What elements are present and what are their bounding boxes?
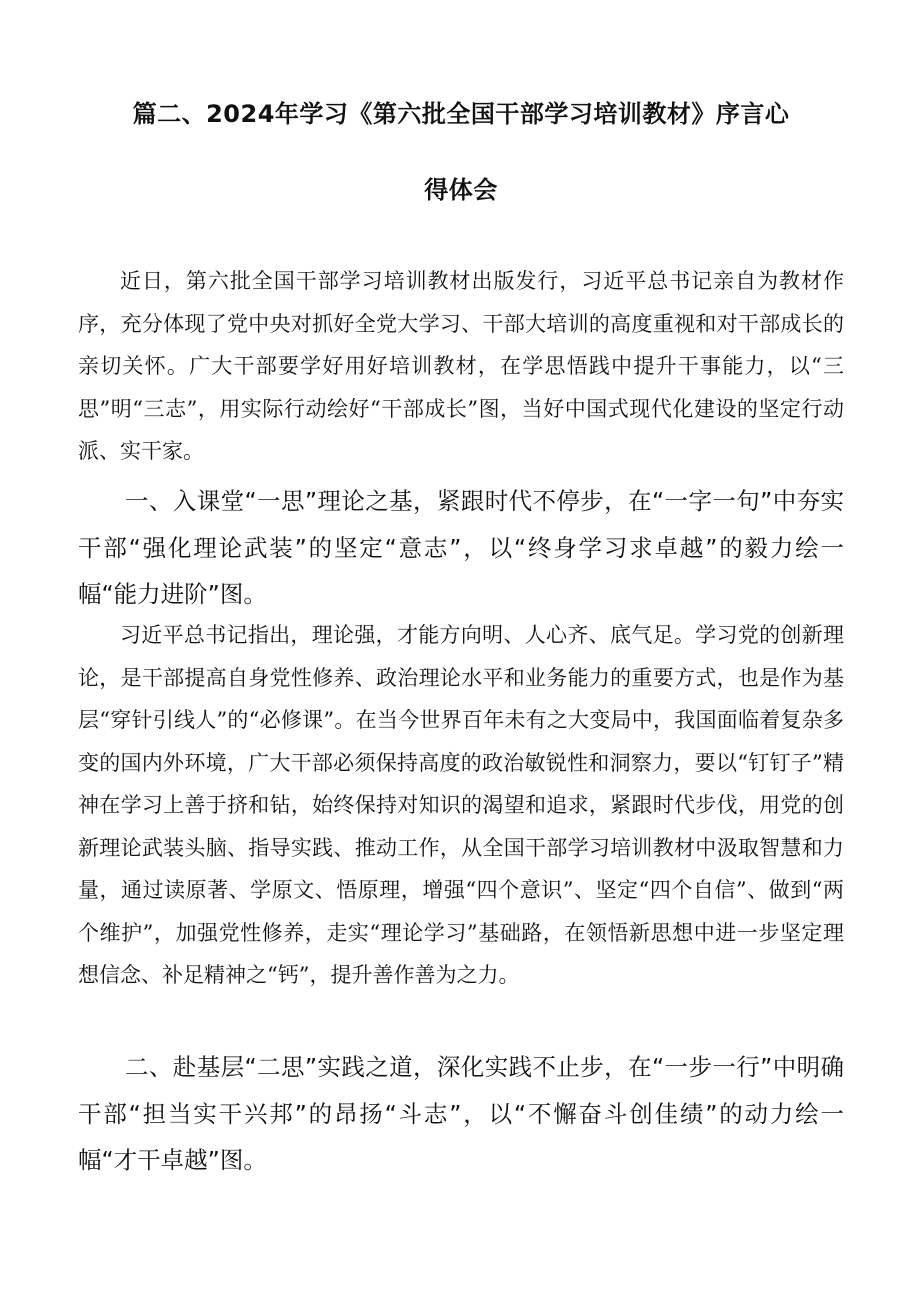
intro-paragraph: 近日，第六批全国干部学习培训教材出版发行，习近平总书记亲自为教材作序，充分体现了党中央对抓好全党大学习、干部大培训的高度重视和对干部成长的亲切关怀。广大干部要学好用好培训教材，在学思悟践中提升干事能力，以“三思”明“三志”，用实际行动绘好“干部成长”图，当好中国式现代化建设的坚定行动派、实干家。 [78,269,844,463]
document-title-line-2: 得体会 [424,176,498,204]
section-heading-1: 一、入课堂“一思”理论之基，紧跟时代不停步，在“一字一句”中夯实干部“强化理论武装”的坚定“意志”，以“终身学习求卓越”的毅力绘一幅“能力进阶”图。 [78,487,844,608]
section-heading-2: 二、赴基层“二思”实践之道，深化实践不止步，在“一步一行”中明确干部“担当实干兴邦”的昂扬“斗志”，以“不懈奋斗创佳绩”的动力绘一幅“才干卓越”图。 [78,1053,844,1174]
section-1-paragraph: 习近平总书记指出，理论强，才能方向明、人心齐、底气足。学习党的创新理论，是干部提高自身党性修养、政治理论水平和业务能力的重要方式，也是作为基层“穿针引线人”的“必修课”。在当今世界百年未有之大变局中，我国面临着复杂多变的国内外环境，广大干部必须保持高度的政治敏锐性和洞察力，要以“钉钉子”精神在学习上善于挤和钻，始终保持对知识的渴望和追求，紧跟时代步伐，用党的创新理论武装头脑、指导实践、推动工作，从全国干部学习培训教材中汲取智慧和力量，通过读原著、学原文、悟原理，增强“四个意识”、坚定“四个自信”、做到“两个维护”，加强党性修养，走实“理论学习”基础路，在领悟新思想中进一步坚定理想信念、补足精神之“钙”，提升善作善为之力。 [78,623,844,987]
document-title-line-1: 篇二、2024年学习《第六批全国干部学习培训教材》序言心 [132,100,790,128]
